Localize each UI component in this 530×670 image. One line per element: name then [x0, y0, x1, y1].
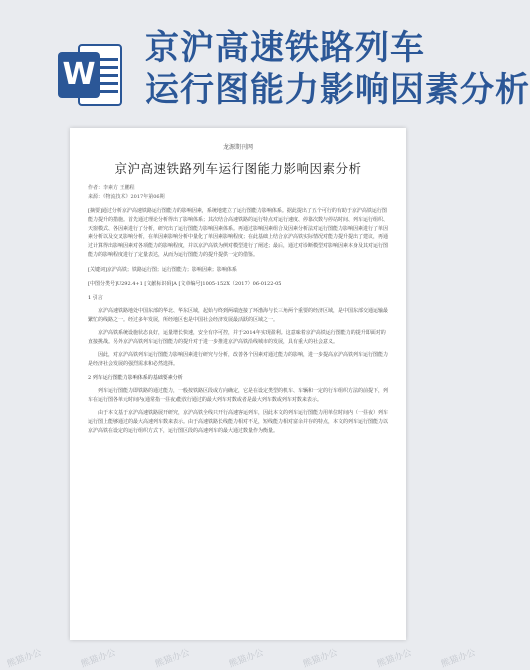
watermark-text: 熊猫办公	[227, 648, 266, 670]
paragraph-4: 列车运行图能力即铁路的通过能力，一般按铁路区段或方向确定，它是在设定类型的机车、车辆和一定的行车组织方法的前提下，列车在运行图各单元时间内(通常指一昼夜)能放行通过的最大列车对数或者是最大列车数或列车对数来表示。	[88, 387, 389, 403]
abstract: [摘要]通过分析京沪高速铁路运行图能力的影响因素，系统地建立了运行图能力影响体系。据此提出了五个可行的有助于京沪高铁运行图能力提升的措施。首先通过理论分析得出了影响体系；其次结合高速铁路的运行特点对运行速度、停靠次数与停站时间、列车运行组织、天窗模式、各因素进行了分析，研究出了运行图能力影响因素体系。再通过影响因素组合及因素分析法对运行图能力影响因素进行了单因素分析以及交叉影响分析，在单因素影响分析中量化了单因素影响程度；在此基础上结合京沪高铁实际情况对能力提升提出了建议，再通过计算得出影响因素对各项能力的影响程度，并以京沪高铁为例对模型进行了阐述；最后，通过对诊断模型对影响因素本身及其对运行图能力的影响程度进行了定量表达，从而为运行图能力的提升提供一定的借鉴。	[88, 208, 389, 258]
paragraph-5: 由于本文基于京沪高速铁路展开研究，京沪高铁全线只开行高速客运列车，因此本文的列车运行图能力用单位时间内（一昼夜）列车运行图上能够通过的最大高速列车数来表示。由于高速铁路长线能力相对不足，短线能力相对富余并存的特点，本文的列车运行图能力以京沪高铁在设定的运行组织方式下，运行图区段的高速列车的最大通过数量作为衡量。	[88, 409, 389, 434]
word-document-icon	[58, 42, 124, 108]
paragraph-3: 因此，对京沪高铁列车运行图能力影响因素进行研究与分析，改善各个因素对通过能力的影响，进一步提高京沪高铁列车运行图能力是经济社会发展的强烈需求和必然选择。	[88, 351, 389, 367]
banner-title-line1: 京沪高速铁路列车	[145, 28, 425, 68]
watermark-text: 熊猫办公	[153, 648, 192, 670]
document-page	[70, 128, 406, 640]
paragraph-1: 京沪高速铁路地处中国东部的华北、华东区域，起始与终到两端连接了环渤海与长三角两个重要的经济区域，是中国东部交通运输最繁忙的线路之一。经过多年发展，所经地区也是中国社会经济发展最活跃的区域之一。	[88, 307, 389, 323]
watermark-text: 熊猫办公	[439, 648, 478, 670]
watermark-text: 熊猫办公	[5, 648, 44, 670]
source-line: 来源：《物流技术》2017年第06期	[88, 194, 165, 200]
section-heading-2: 2 列车运行图能力影响体系的基础要素分析	[88, 374, 183, 381]
watermark-text: 熊猫办公	[301, 648, 340, 670]
header-banner	[0, 0, 530, 130]
document-title: 京沪高速铁路列车运行图能力影响因素分析	[114, 161, 362, 176]
document-meta	[88, 184, 388, 202]
banner-title-line2: 运行图能力影响因素分析	[145, 70, 530, 110]
keywords: [关键词]京沪高铁；铁路运行图；运行图能力；影响因素；影响体系	[88, 266, 237, 273]
watermark-strip	[0, 645, 478, 670]
watermark-text: 熊猫办公	[79, 648, 118, 670]
paragraph-2: 京沪高铁系统设施状态良好，运量增长快速，安全有序可控，并于2014年实现盈利。这意味着京沪高铁运行图能力的提升即面对的直接挑战。另外京沪高铁列车运行图能力的提升对于进一步推进京沪高铁沿线城市的发展，具有重大的社会意义。	[88, 329, 386, 345]
section-heading-1: 1 引言	[88, 294, 103, 301]
watermark-text: 熊猫办公	[375, 648, 414, 670]
classification-line: [中图分类号]U292.4+1 [文献标识码]A [文章编号]1005-152X（2017）06-0122-05	[88, 280, 282, 287]
word-icon-letter: W	[58, 52, 100, 98]
journal-name: 龙源期刊网	[222, 144, 253, 151]
author-line: 作者：李素方 王鹏程	[88, 185, 135, 191]
